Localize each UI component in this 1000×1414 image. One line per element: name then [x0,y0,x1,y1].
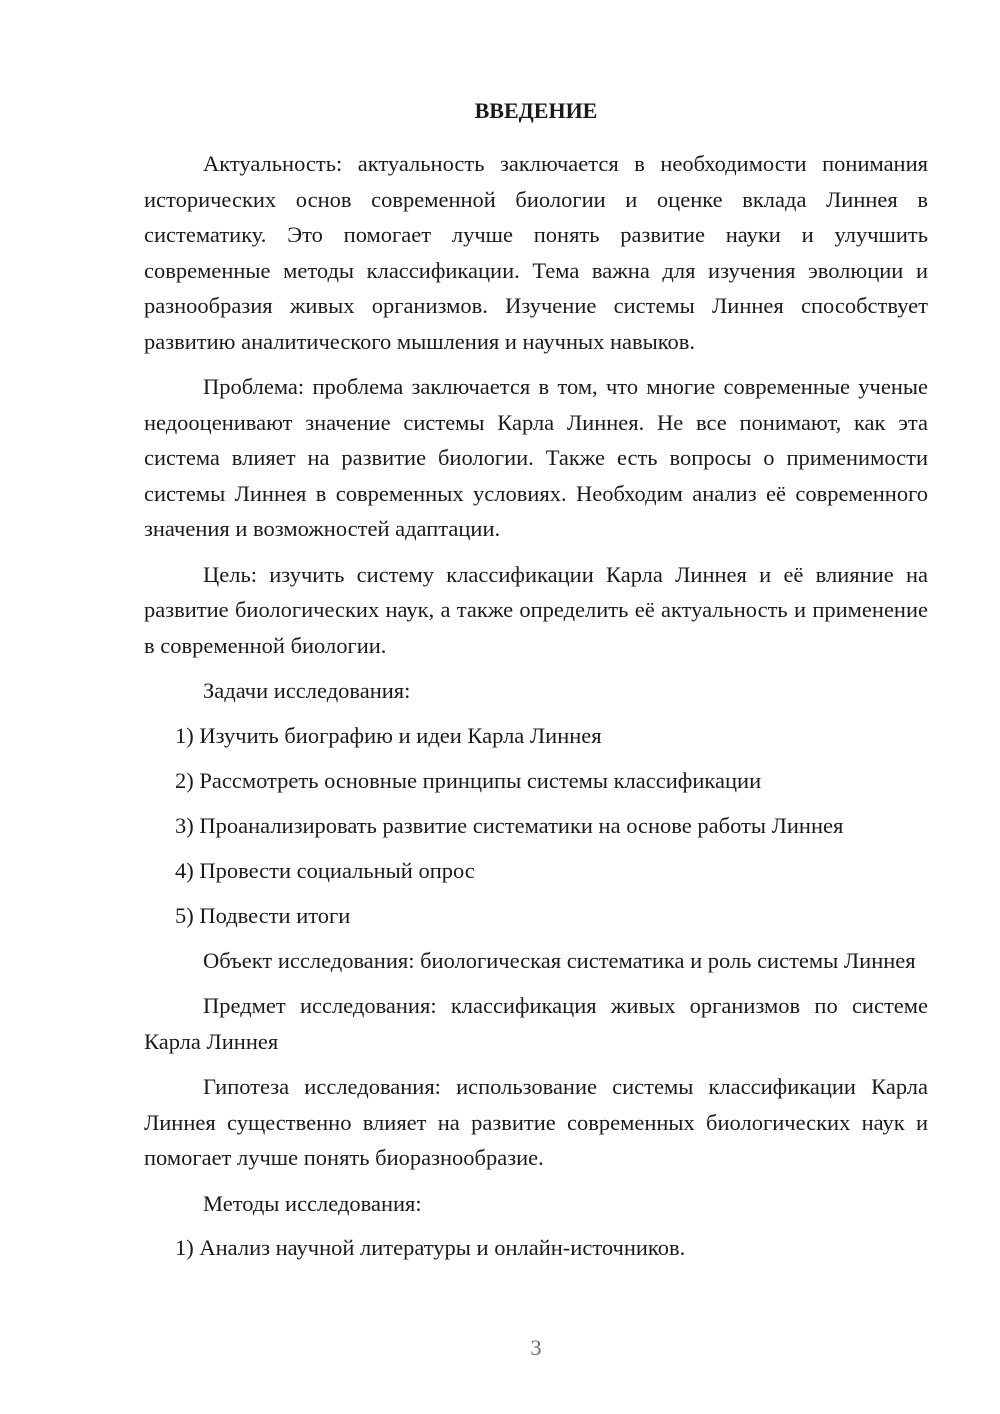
list-item: 2) Рассмотреть основные принципы системы классификации [175,767,762,793]
page-number: 3 [530,1335,542,1360]
methods-list [144,1230,928,1266]
list-item: 3) Проанализировать развитие систематики на основе работы Линнея [175,812,844,838]
section-heading: ВВЕДЕНИЕ [474,98,598,123]
list-item: 4) Провести социальный опрос [175,857,475,883]
tasks-list [144,718,928,934]
object-paragraph: Объект исследования: биологическая систематика и роль системы Линнея [203,947,916,973]
relevance-paragraph: Актуальность: актуальность заключается в необходимости понимания исторических основ современной биологии и оценке вклада Линнея в систематику. Это помогает лучше понять развитие науки и улучшить современные методы классификации. Тема важна для изучения эволюции и разнообразия живых организмов. Изучение системы Линнея способствует развитию аналитического мышления и научных навыков. [144,151,928,354]
hypothesis-paragraph: Гипотеза исследования: использование системы классификации Карла Линнея существенно влияет на развитие современных биологических наук и помогает лучше понять биоразнообразие. [144,1074,928,1170]
list-item: 1) Изучить биографию и идеи Карла Линнея [175,722,602,748]
list-item: 1) Анализ научной литературы и онлайн-источников. [175,1235,686,1260]
tasks-label: Задачи исследования: [203,678,411,703]
methods-label: Методы исследования: [203,1190,422,1216]
page-content [144,96,928,1275]
goal-paragraph: Цель: изучить систему классификации Карла Линнея и её влияние на развитие биологических наук, а также определить её актуальность и применение в современной биологии. [144,561,928,658]
list-item: 5) Подвести итоги [175,902,351,928]
problem-paragraph: Проблема: проблема заключается в том, что многие современные ученые недооценивают значение системы Карла Линнея. Не все понимают, как эта система влияет на развитие биологии. Также есть вопросы о применимости системы Линнея в современных условиях. Необходим анализ её современного значения и возможностей адаптации. [144,374,928,541]
subject-paragraph: Предмет исследования: классификация живых организмов по системе Карла Линнея [144,993,928,1054]
